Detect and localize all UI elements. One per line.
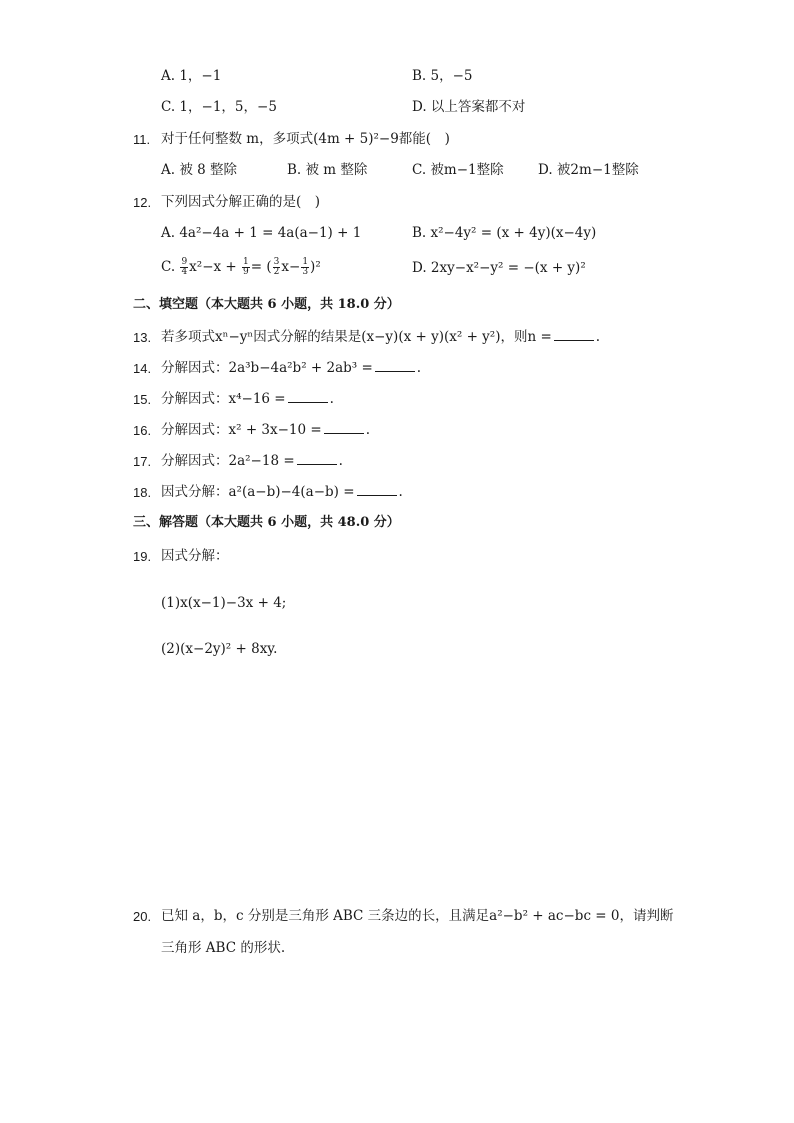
q16-number: 16. [133, 423, 152, 438]
q16-text: 分解因式：x² + 3x−10 = [161, 422, 322, 438]
section-answer-title: 三、解答题（本大题共 6 小题，共 48.0 分） [133, 515, 400, 530]
q11-option-d: D. 被2m−1整除 [538, 162, 639, 178]
q17-text: 分解因式：2a²−18 = [161, 453, 295, 469]
q15-line [161, 390, 334, 408]
q11-stem: 对于任何整数 m，多项式(4m + 5)²−9都能( ) [161, 131, 450, 147]
q12-number: 12. [133, 195, 152, 210]
answer-blank[interactable] [297, 452, 337, 465]
answer-blank[interactable] [288, 390, 328, 403]
q12-option-a: A. 4a²−4a + 1 = 4a(a−1) + 1 [161, 225, 362, 241]
q16-period: . [365, 422, 371, 438]
q12-option-d: D. 2xy−x²−y² = −(x + y)² [412, 260, 586, 276]
q17-line [161, 452, 343, 470]
q12-option-c-x: x− [281, 259, 301, 275]
q14-text: 分解因式：2a³b−4a²b² + 2ab³ = [161, 360, 373, 376]
q12-option-c-end: )² [310, 259, 321, 275]
fraction-3-2: $\frac{3}{2}$ [273, 257, 280, 277]
answer-blank[interactable] [357, 483, 397, 496]
q17-period: . [338, 453, 343, 469]
fraction-1-3: $\frac{1}{3}$ [302, 257, 309, 277]
q18-text: 因式分解：a²(a−b)−4(a−b) = [161, 484, 355, 500]
q13-text: 若多项式xⁿ−yⁿ因式分解的结果是(x−y)(x + y)(x² + y²)，则n = [161, 329, 552, 345]
answer-blank[interactable] [375, 359, 415, 372]
q20-line-1: 已知 a，b，c 分别是三角形 ABC 三条边的长，且满足a²−b² + ac−bc = 0，请判断 [161, 908, 674, 924]
q11-option-c: C. 被m−1整除 [412, 162, 504, 178]
q12-option-b: B. x²−4y² = (x + 4y)(x−4y) [412, 225, 597, 241]
q15-period: . [329, 391, 334, 407]
q16-line [161, 421, 370, 439]
q17-number: 17. [133, 454, 152, 469]
q20-line-2: 三角形 ABC 的形状. [161, 940, 286, 956]
fraction-1-9: $\frac{1}{9}$ [243, 257, 249, 277]
q10-option-d: D. 以上答案都不对 [412, 99, 526, 115]
q19-part-1: (1)x(x−1)−3x + 4; [161, 595, 287, 611]
q12-option-c-eq: = ( [250, 259, 272, 275]
q18-period: . [398, 484, 403, 500]
section-fill-in-title: 二、填空题（本大题共 6 小题，共 18.0 分） [133, 297, 400, 312]
fraction-9-4: $\frac{9}{4}$ [181, 257, 188, 277]
q12-stem: 下列因式分解正确的是( ) [161, 194, 321, 210]
q10-option-a: A. 1，−1 [161, 68, 222, 84]
q18-line [161, 483, 403, 501]
q15-text: 分解因式：x⁴−16 = [161, 391, 286, 407]
q19-part-2: (2)(x−2y)² + 8xy. [161, 641, 278, 657]
q10-option-c: C. 1，−1，5，−5 [161, 99, 277, 115]
answer-blank[interactable] [324, 421, 364, 434]
q18-number: 18. [133, 485, 152, 500]
q14-line [161, 359, 421, 377]
q19-stem: 因式分解： [161, 548, 229, 564]
q12-option-c [161, 258, 321, 277]
q13-line [161, 328, 600, 346]
q11-option-a: A. 被 8 整除 [161, 162, 238, 178]
q13-number: 13. [133, 330, 152, 345]
answer-blank[interactable] [554, 328, 594, 341]
q14-period: . [416, 360, 422, 376]
q19-number: 19. [133, 549, 152, 564]
q14-number: 14. [133, 361, 152, 376]
q12-option-c-label: C. [161, 259, 176, 275]
q10-option-b: B. 5，−5 [412, 68, 473, 84]
q11-number: 11. [133, 132, 151, 147]
q11-option-b: B. 被 m 整除 [287, 162, 368, 178]
q15-number: 15. [133, 392, 152, 407]
q20-number: 20. [133, 909, 152, 924]
q13-period: . [595, 329, 601, 345]
q12-option-c-mid: x²−x + [189, 259, 237, 275]
